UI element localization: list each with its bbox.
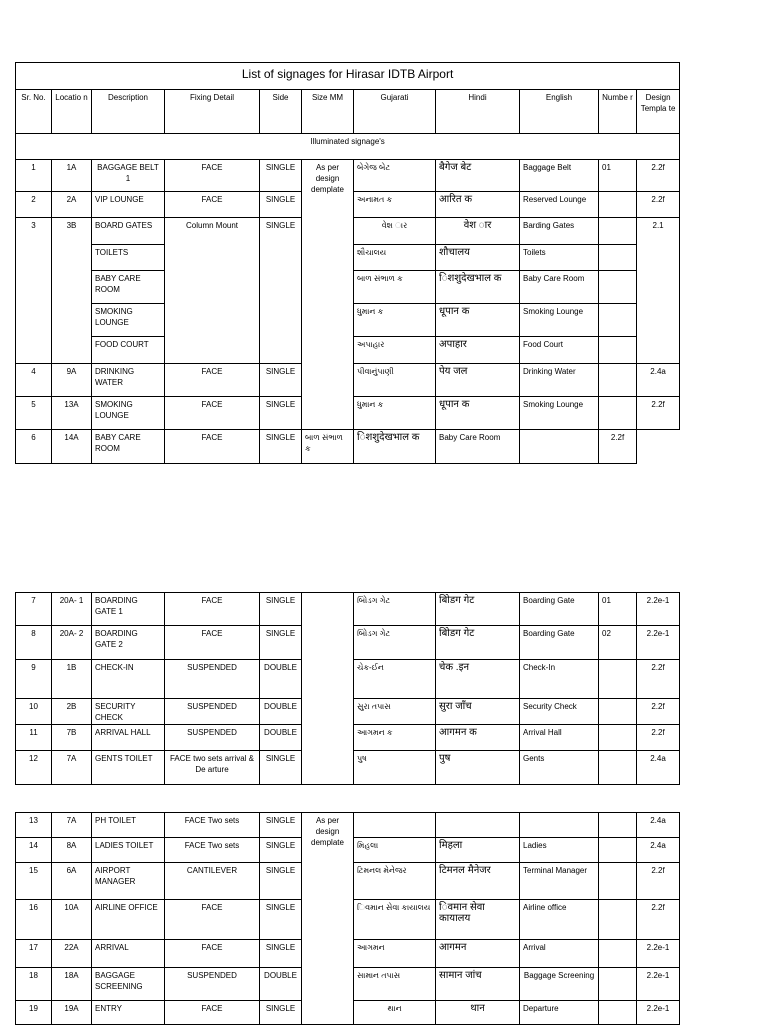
cell-template: 2.2e-1	[637, 626, 680, 660]
cell-english	[520, 813, 599, 838]
cell-gujarati: ધુમાન ક	[354, 397, 436, 430]
cell-number	[599, 900, 637, 940]
cell-english: Gents	[520, 751, 599, 785]
table-row	[16, 160, 680, 192]
cell-hindi: सुरा जाँच	[436, 699, 520, 725]
cell-hindi: वेश ार	[436, 218, 520, 245]
cell-number	[599, 245, 637, 271]
cell-description: DRINKING WATER	[92, 364, 165, 397]
cell-description: ENTRY	[92, 1001, 165, 1025]
cell-template: 2.2f	[637, 192, 680, 218]
cell-sr: 13	[16, 813, 52, 838]
cell-number	[599, 271, 637, 304]
cell-hindi: टिमनल मैनेजर	[436, 863, 520, 900]
signage-table-part-2	[15, 592, 680, 785]
cell-template: 2.2f	[637, 397, 680, 430]
cell-fixing: FACE	[165, 626, 260, 660]
cell-sr: 5	[16, 397, 52, 430]
cell-fixing: FACE	[165, 192, 260, 218]
cell-side: DOUBLE	[260, 699, 302, 725]
table-row	[16, 430, 680, 464]
cell-hindi: अपाहार	[436, 337, 520, 364]
cell-english: Security Check	[520, 699, 599, 725]
signage-table-part-1	[15, 62, 680, 464]
cell-hindi: सामान जांच	[436, 968, 520, 1001]
cell-side: SINGLE	[260, 1001, 302, 1025]
cell-side: SINGLE	[260, 364, 302, 397]
signage-table-part-3	[15, 812, 680, 1025]
cell-gujarati: બાળ સંભાળ ક	[302, 430, 354, 464]
header-hindi: Hindi	[436, 90, 520, 134]
cell-sr: 9	[16, 660, 52, 699]
cell-side: SINGLE	[260, 838, 302, 863]
cell-side: SINGLE	[260, 593, 302, 626]
cell-side: SINGLE	[260, 160, 302, 192]
cell-english: Check-In	[520, 660, 599, 699]
cell-fixing: CANTILEVER	[165, 863, 260, 900]
cell-fixing: SUSPENDED	[165, 699, 260, 725]
cell-english: Reserved Lounge	[520, 192, 599, 218]
cell-number: 01	[599, 160, 637, 192]
cell-hindi: िवमान सेवा कायालय	[436, 900, 520, 940]
cell-number	[599, 751, 637, 785]
cell-sr: 17	[16, 940, 52, 968]
cell-hindi: पुष	[436, 751, 520, 785]
cell-sr: 19	[16, 1001, 52, 1025]
cell-english: Baggage Screening	[520, 968, 599, 1001]
cell-location: 7B	[52, 725, 92, 751]
cell-template: 2.2f	[637, 699, 680, 725]
cell-side: SINGLE	[260, 218, 302, 364]
cell-location: 13A	[52, 397, 92, 430]
cell-gujarati: ટિમનલ મેનેજર	[354, 863, 436, 900]
cell-number	[599, 813, 637, 838]
cell-sr: 18	[16, 968, 52, 1001]
cell-size-empty	[302, 593, 354, 785]
cell-side: SINGLE	[260, 626, 302, 660]
cell-number	[599, 660, 637, 699]
cell-sr: 11	[16, 725, 52, 751]
cell-english: Food Court	[520, 337, 599, 364]
cell-gujarati: ધુમાન ક	[354, 304, 436, 337]
cell-english: Baby Care Room	[520, 271, 599, 304]
header-sr-no: Sr. No.	[16, 90, 52, 134]
cell-gujarati	[354, 813, 436, 838]
cell-location: 9A	[52, 364, 92, 397]
cell-description: ARRIVAL HALL	[92, 725, 165, 751]
cell-description: BOARD GATES	[92, 218, 165, 245]
cell-number	[599, 304, 637, 337]
cell-hindi: धूपान क	[436, 304, 520, 337]
cell-sr: 10	[16, 699, 52, 725]
cell-gujarati: બેગેજ બેટ	[354, 160, 436, 192]
cell-number	[599, 1001, 637, 1025]
cell-location: 19A	[52, 1001, 92, 1025]
cell-description: SMOKING LOUNGE	[92, 304, 165, 337]
cell-gujarati: અપાહાર	[354, 337, 436, 364]
cell-template: 2.2f	[637, 660, 680, 699]
cell-hindi: िशशुदेखभाल क	[436, 271, 520, 304]
cell-gujarati: બિોડગ ગેટ	[354, 626, 436, 660]
cell-number	[599, 192, 637, 218]
cell-english: Terminal Manager	[520, 863, 599, 900]
cell-description: SECURITY CHECK	[92, 699, 165, 725]
cell-sr: 4	[16, 364, 52, 397]
cell-hindi: मिहला	[436, 838, 520, 863]
cell-location: 6A	[52, 863, 92, 900]
cell-gujarati: સામાન તપાસ	[354, 968, 436, 1001]
cell-description: SMOKING LOUNGE	[92, 397, 165, 430]
cell-fixing: FACE	[165, 364, 260, 397]
cell-english: Arrival Hall	[520, 725, 599, 751]
cell-sr: 7	[16, 593, 52, 626]
cell-fixing: Column Mount	[165, 218, 260, 364]
cell-hindi: बोिडग गेट	[436, 626, 520, 660]
cell-sr: 12	[16, 751, 52, 785]
cell-english: Boarding Gate	[520, 593, 599, 626]
cell-number	[520, 430, 599, 464]
cell-side: SINGLE	[260, 430, 302, 464]
cell-description: AIRLINE OFFICE	[92, 900, 165, 940]
cell-gujarati: પુષ	[354, 751, 436, 785]
cell-sr: 8	[16, 626, 52, 660]
cell-description: AIRPORT MANAGER	[92, 863, 165, 900]
cell-location: 7A	[52, 751, 92, 785]
cell-description: PH TOILET	[92, 813, 165, 838]
cell-location: 7A	[52, 813, 92, 838]
cell-fixing: SUSPENDED	[165, 968, 260, 1001]
cell-gujarati: વેશ ાર	[354, 218, 436, 245]
cell-side: SINGLE	[260, 192, 302, 218]
cell-hindi: पेय जल	[436, 364, 520, 397]
cell-template: 2.2e-1	[637, 593, 680, 626]
cell-gujarati: શૌચાલય	[354, 245, 436, 271]
cell-gujarati: મિહલા	[354, 838, 436, 863]
header-location: Locatio n	[52, 90, 92, 134]
cell-gujarati: િવમાન સેવા કાયાલય	[354, 900, 436, 940]
cell-hindi: धूपान क	[436, 397, 520, 430]
cell-hindi: थान	[436, 1001, 520, 1025]
cell-description: BOARDING GATE 1	[92, 593, 165, 626]
cell-location: 2B	[52, 699, 92, 725]
cell-side: DOUBLE	[260, 725, 302, 751]
cell-number: 01	[599, 593, 637, 626]
cell-description: ARRIVAL	[92, 940, 165, 968]
cell-location: 20A- 2	[52, 626, 92, 660]
cell-gujarati: અનામત ક	[354, 192, 436, 218]
cell-template: 2.4a	[637, 364, 680, 397]
cell-description: BABY CARE ROOM	[92, 430, 165, 464]
cell-template: 2.4a	[637, 751, 680, 785]
cell-description: GENTS TOILET	[92, 751, 165, 785]
cell-number	[599, 364, 637, 397]
cell-location: 1A	[52, 160, 92, 192]
cell-fixing: SUSPENDED	[165, 660, 260, 699]
cell-side: SINGLE	[260, 813, 302, 838]
cell-description: BAGGAGE BELT 1	[92, 160, 165, 192]
cell-description: BAGGAGE SCREENING	[92, 968, 165, 1001]
cell-template: 2.2e-1	[637, 968, 680, 1001]
cell-fixing: FACE	[165, 430, 260, 464]
header-gujarati: Gujarati	[354, 90, 436, 134]
header-side: Side	[260, 90, 302, 134]
cell-english: Airline office	[520, 900, 599, 940]
cell-hindi: बैगेज बेट	[436, 160, 520, 192]
cell-english: Departure	[520, 1001, 599, 1025]
cell-gujarati: થાન	[354, 1001, 436, 1025]
cell-sr: 14	[16, 838, 52, 863]
header-size-mm: Size MM	[302, 90, 354, 134]
cell-location: 20A- 1	[52, 593, 92, 626]
cell-location: 2A	[52, 192, 92, 218]
cell-fixing: FACE Two sets	[165, 813, 260, 838]
cell-template: 2.2f	[599, 430, 637, 464]
cell-description: LADIES TOILET	[92, 838, 165, 863]
cell-english: Baggage Belt	[520, 160, 599, 192]
cell-gujarati: આગમન	[354, 940, 436, 968]
cell-english: Smoking Lounge	[520, 397, 599, 430]
cell-sr: 6	[16, 430, 52, 464]
section-label: Illuminated signage's	[16, 134, 680, 160]
cell-number	[599, 397, 637, 430]
cell-sr: 15	[16, 863, 52, 900]
header-fixing-detail: Fixing Detail	[165, 90, 260, 134]
cell-template: 2.1	[637, 218, 680, 364]
cell-side: SINGLE	[260, 900, 302, 940]
cell-size-note: As per design demplate	[302, 813, 354, 1025]
cell-hindi: शौचालय	[436, 245, 520, 271]
cell-number	[599, 940, 637, 968]
cell-english: Boarding Gate	[520, 626, 599, 660]
cell-fixing: FACE	[165, 1001, 260, 1025]
cell-english: Toilets	[520, 245, 599, 271]
cell-side: DOUBLE	[260, 660, 302, 699]
cell-sr: 2	[16, 192, 52, 218]
cell-gujarati: બાળ સંભાળ ક	[354, 271, 436, 304]
cell-side: SINGLE	[260, 863, 302, 900]
cell-hindi: आरित क	[436, 192, 520, 218]
cell-english: Ladies	[520, 838, 599, 863]
cell-gujarati: બિોડગ ગેટ	[354, 593, 436, 626]
cell-english: Drinking Water	[520, 364, 599, 397]
cell-side: SINGLE	[260, 940, 302, 968]
cell-description: CHECK-IN	[92, 660, 165, 699]
cell-gujarati: પીવાનુંપાણી	[354, 364, 436, 397]
cell-hindi: बोिडग गेट	[436, 593, 520, 626]
cell-hindi	[436, 813, 520, 838]
cell-fixing: FACE Two sets	[165, 838, 260, 863]
cell-sr: 1	[16, 160, 52, 192]
cell-template: 2.2f	[637, 900, 680, 940]
cell-hindi: िशशुदेखभाल क	[354, 430, 436, 464]
cell-location: 14A	[52, 430, 92, 464]
cell-location: 18A	[52, 968, 92, 1001]
cell-location: 10A	[52, 900, 92, 940]
cell-english: Smoking Lounge	[520, 304, 599, 337]
header-number: Numbe r	[599, 90, 637, 134]
cell-fixing: FACE	[165, 160, 260, 192]
cell-fixing: FACE	[165, 940, 260, 968]
page-title: List of signages for Hirasar IDTB Airport	[16, 63, 680, 90]
cell-description: FOOD COURT	[92, 337, 165, 364]
table-row	[16, 593, 680, 626]
cell-template: 2.2f	[637, 160, 680, 192]
cell-side: SINGLE	[260, 397, 302, 430]
header-english: English	[520, 90, 599, 134]
cell-template: 2.2e-1	[637, 1001, 680, 1025]
cell-location: 1B	[52, 660, 92, 699]
header-design-template: Design Templa te	[637, 90, 680, 134]
cell-location: 8A	[52, 838, 92, 863]
cell-number: 02	[599, 626, 637, 660]
cell-side: DOUBLE	[260, 968, 302, 1001]
cell-description: VIP LOUNGE	[92, 192, 165, 218]
cell-gujarati: ચેક-ઈન	[354, 660, 436, 699]
cell-english: Baby Care Room	[436, 430, 520, 464]
cell-hindi: आगमन क	[436, 725, 520, 751]
cell-fixing: FACE	[165, 593, 260, 626]
cell-description: BABY CARE ROOM	[92, 271, 165, 304]
cell-number	[599, 838, 637, 863]
cell-location: 3B	[52, 218, 92, 364]
cell-hindi: चेक .इन	[436, 660, 520, 699]
table-row	[16, 813, 680, 838]
cell-template: 2.4a	[637, 838, 680, 863]
cell-hindi: आगमन	[436, 940, 520, 968]
cell-fixing: FACE two sets arrival & De arture	[165, 751, 260, 785]
cell-gujarati: આગમન ક	[354, 725, 436, 751]
cell-description: BOARDING GATE 2	[92, 626, 165, 660]
cell-sr: 3	[16, 218, 52, 364]
cell-number	[599, 968, 637, 1001]
header-description: Description	[92, 90, 165, 134]
cell-side: SINGLE	[260, 751, 302, 785]
cell-fixing: FACE	[165, 397, 260, 430]
cell-size-note: As per design demplate	[302, 160, 354, 430]
cell-number	[599, 699, 637, 725]
cell-description: TOILETS	[92, 245, 165, 271]
cell-fixing: SUSPENDED	[165, 725, 260, 751]
cell-english: Arrival	[520, 940, 599, 968]
cell-number	[599, 218, 637, 245]
cell-number	[599, 725, 637, 751]
cell-template: 2.4a	[637, 813, 680, 838]
cell-number	[599, 863, 637, 900]
cell-template: 2.2e-1	[637, 940, 680, 968]
cell-location: 22A	[52, 940, 92, 968]
cell-fixing: FACE	[165, 900, 260, 940]
cell-sr: 16	[16, 900, 52, 940]
cell-gujarati: સુરા તપાસ	[354, 699, 436, 725]
cell-template: 2.2f	[637, 863, 680, 900]
cell-number	[599, 337, 637, 364]
cell-template: 2.2f	[637, 725, 680, 751]
cell-english: Barding Gates	[520, 218, 599, 245]
